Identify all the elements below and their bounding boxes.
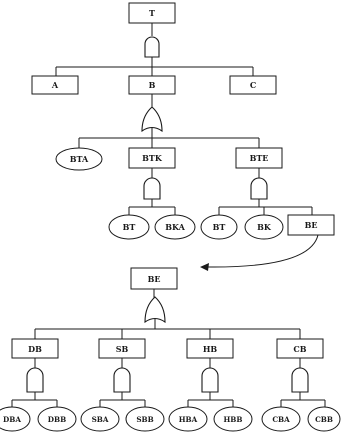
event-label-c: C (249, 80, 257, 90)
event-label-sbb: SBB (136, 415, 154, 424)
and-gate-sb (114, 368, 130, 392)
event-label-hbb: HBB (223, 415, 243, 424)
and-gate-bte (251, 178, 267, 199)
and-gate-cb (292, 368, 308, 392)
event-label-dba: DBA (3, 415, 21, 424)
transfer-arrow (208, 235, 318, 267)
event-label-bta: BTA (69, 154, 89, 164)
event-label-be: BE (147, 274, 161, 284)
event-label-bt-2: BT (212, 222, 226, 232)
arrowhead-icon (200, 263, 209, 271)
event-label-sb: SB (115, 344, 129, 354)
event-label-cbb: CBB (315, 415, 333, 424)
event-label-db: DB (28, 344, 42, 354)
or-gate-b (142, 107, 162, 131)
event-label-cba: CBA (272, 415, 290, 424)
event-label-dbb: DBB (47, 415, 67, 424)
event-label-bt-1: BT (122, 222, 136, 232)
event-label-cb: CB (293, 344, 307, 354)
event-label-be-ref: BE (304, 220, 318, 230)
event-label-b: B (148, 80, 156, 90)
event-label-bte: BTE (249, 153, 269, 163)
event-label-a: A (51, 80, 59, 90)
event-label-t: T (149, 8, 155, 18)
event-label-sba: SBA (91, 415, 109, 424)
and-gate-btk (144, 178, 160, 199)
event-label-hb: HB (202, 344, 218, 354)
and-gate-db (27, 368, 43, 392)
event-label-bka: BKA (165, 222, 185, 232)
or-gate-be (145, 297, 165, 322)
event-label-hba: HBA (178, 415, 198, 424)
event-label-btk: BTK (142, 153, 162, 163)
and-gate-t (145, 37, 159, 57)
and-gate-hb (202, 368, 218, 392)
event-label-bk: BK (257, 222, 271, 232)
